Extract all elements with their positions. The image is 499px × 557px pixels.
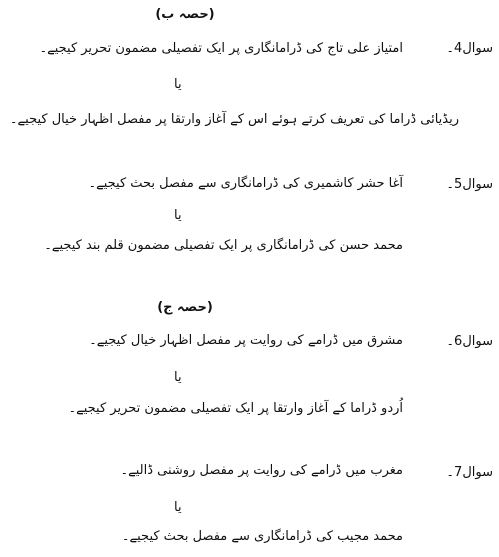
- question-6-label: سوال6۔: [446, 334, 493, 349]
- question-5-alt-text: محمد حسن کی ڈرامانگاری پر ایک تفصیلی مضمون قلم بند کیجیے۔: [44, 238, 403, 253]
- question-4-text: امتیاز علی تاج کی ڈرامانگاری پر ایک تفصیلی مضمون تحریر کیجیے۔: [39, 41, 403, 56]
- question-5-or: یا: [174, 208, 182, 223]
- section-heading-c: (حصہ ج): [157, 300, 213, 315]
- question-5-text: آغا حشر کاشمیری کی ڈرامانگاری سے مفصل بحث کیجیے۔: [88, 176, 403, 191]
- question-6-alt-text: اُردو ڈراما کے آغاز وارتقا پر ایک تفصیلی مضمون تحریر کیجیے۔: [68, 401, 403, 416]
- section-heading-b: (حصہ ب): [155, 7, 215, 22]
- question-6-text: مشرق میں ڈرامے کی روایت پر مفصل اظہار خیال کیجیے۔: [89, 333, 403, 348]
- question-7-alt-text: محمد مجیب کی ڈرامانگاری سے مفصل بحث کیجیے۔: [121, 529, 403, 544]
- question-5-label: سوال5۔: [446, 177, 493, 192]
- question-7-label: سوال7۔: [446, 465, 493, 480]
- question-6-or: یا: [174, 370, 182, 385]
- question-4-or: یا: [174, 77, 182, 92]
- question-4-alt-text: ریڈیائی ڈراما کی تعریف کرتے ہوئے اس کے آغاز وارتقا پر مفصل اظہار خیال کیجیے۔: [9, 112, 459, 127]
- question-7-or: یا: [174, 500, 182, 515]
- question-4-label: سوال4۔: [446, 41, 493, 56]
- question-7-text: مغرب میں ڈرامے کی روایت پر مفصل روشنی ڈالیے۔: [120, 463, 403, 478]
